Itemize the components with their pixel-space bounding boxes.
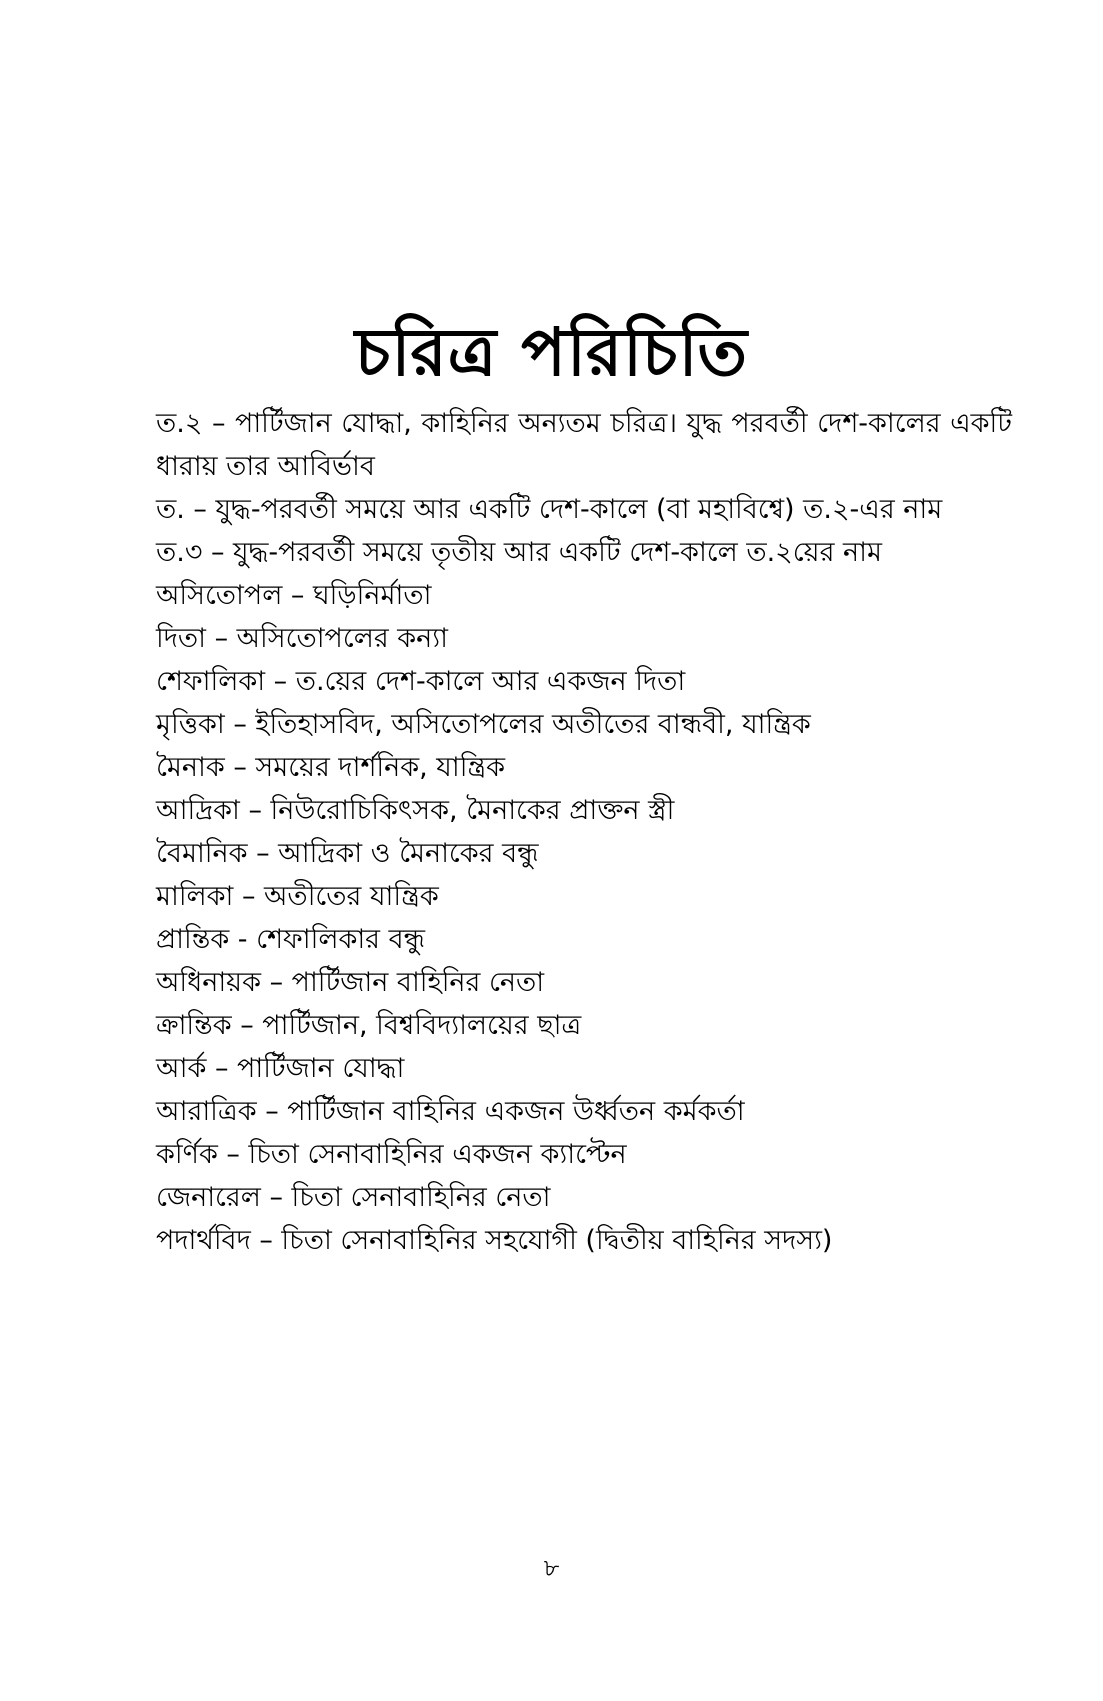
character-entry: দিতা – অসিতোপলের কন্যা: [156, 623, 448, 654]
page-title: চরিত্র পরিচিতি: [354, 313, 749, 392]
character-entry: আরাত্রিক – পার্টিজান বাহিনির একজন উর্ধ্বতন কর্মকর্তা: [156, 1096, 745, 1127]
page-number: ৮: [543, 1554, 560, 1582]
character-entry: আদ্রিকা – নিউরোচিকিৎসক, মৈনাকের প্রাক্তন স্ত্রী: [156, 795, 675, 826]
character-list: [156, 402, 1012, 1262]
character-entry: ত. – যুদ্ধ-পরবর্তী সময়ে আর একটি দেশ-কালে (বা মহাবিশ্বে) ত.২-এর নাম: [156, 494, 943, 525]
character-entry: বৈমানিক – আদ্রিকা ও মৈনাকের বন্ধু: [156, 838, 539, 869]
character-entry: অসিতোপল – ঘড়িনির্মাতা: [156, 580, 432, 611]
character-entry: পদার্থবিদ – চিতা সেনাবাহিনির সহযোগী (দ্বিতীয় বাহিনির সদস্য): [156, 1225, 833, 1256]
character-entry: মৈনাক – সময়ের দার্শনিক, যান্ত্রিক: [156, 752, 506, 783]
character-entry: আর্ক – পার্টিজান যোদ্ধা: [156, 1053, 405, 1084]
character-entry: মৃত্তিকা – ইতিহাসবিদ, অসিতোপলের অতীতের বান্ধবী, যান্ত্রিক: [156, 709, 811, 740]
character-entry: ত.৩ – যুদ্ধ-পরবর্তী সময়ে তৃতীয় আর একটি দেশ-কালে ত.২য়ের নাম: [156, 537, 882, 568]
character-entry: অধিনায়ক – পার্টিজান বাহিনির নেতা: [156, 967, 545, 998]
character-entry: প্রান্তিক - শেফালিকার বন্ধু: [156, 924, 426, 955]
character-entry: মালিকা – অতীতের যান্ত্রিক: [156, 881, 439, 912]
character-entry: জেনারেল – চিতা সেনাবাহিনির নেতা: [156, 1182, 551, 1213]
character-entry: কর্ণিক – চিতা সেনাবাহিনির একজন ক্যাপ্টেন: [156, 1139, 627, 1170]
character-entry: ত.২ – পার্টিজান যোদ্ধা, কাহিনির অন্যতম চরিত্র। যুদ্ধ পরবর্তী দেশ-কালের একটি ধারায় তার আবির্ভাব: [156, 408, 1012, 482]
character-entry: শেফালিকা – ত.য়ের দেশ-কালে আর একজন দিতা: [156, 666, 686, 697]
character-entry: ক্রান্তিক – পার্টিজান, বিশ্ববিদ্যালয়ের ছাত্র: [156, 1010, 582, 1041]
